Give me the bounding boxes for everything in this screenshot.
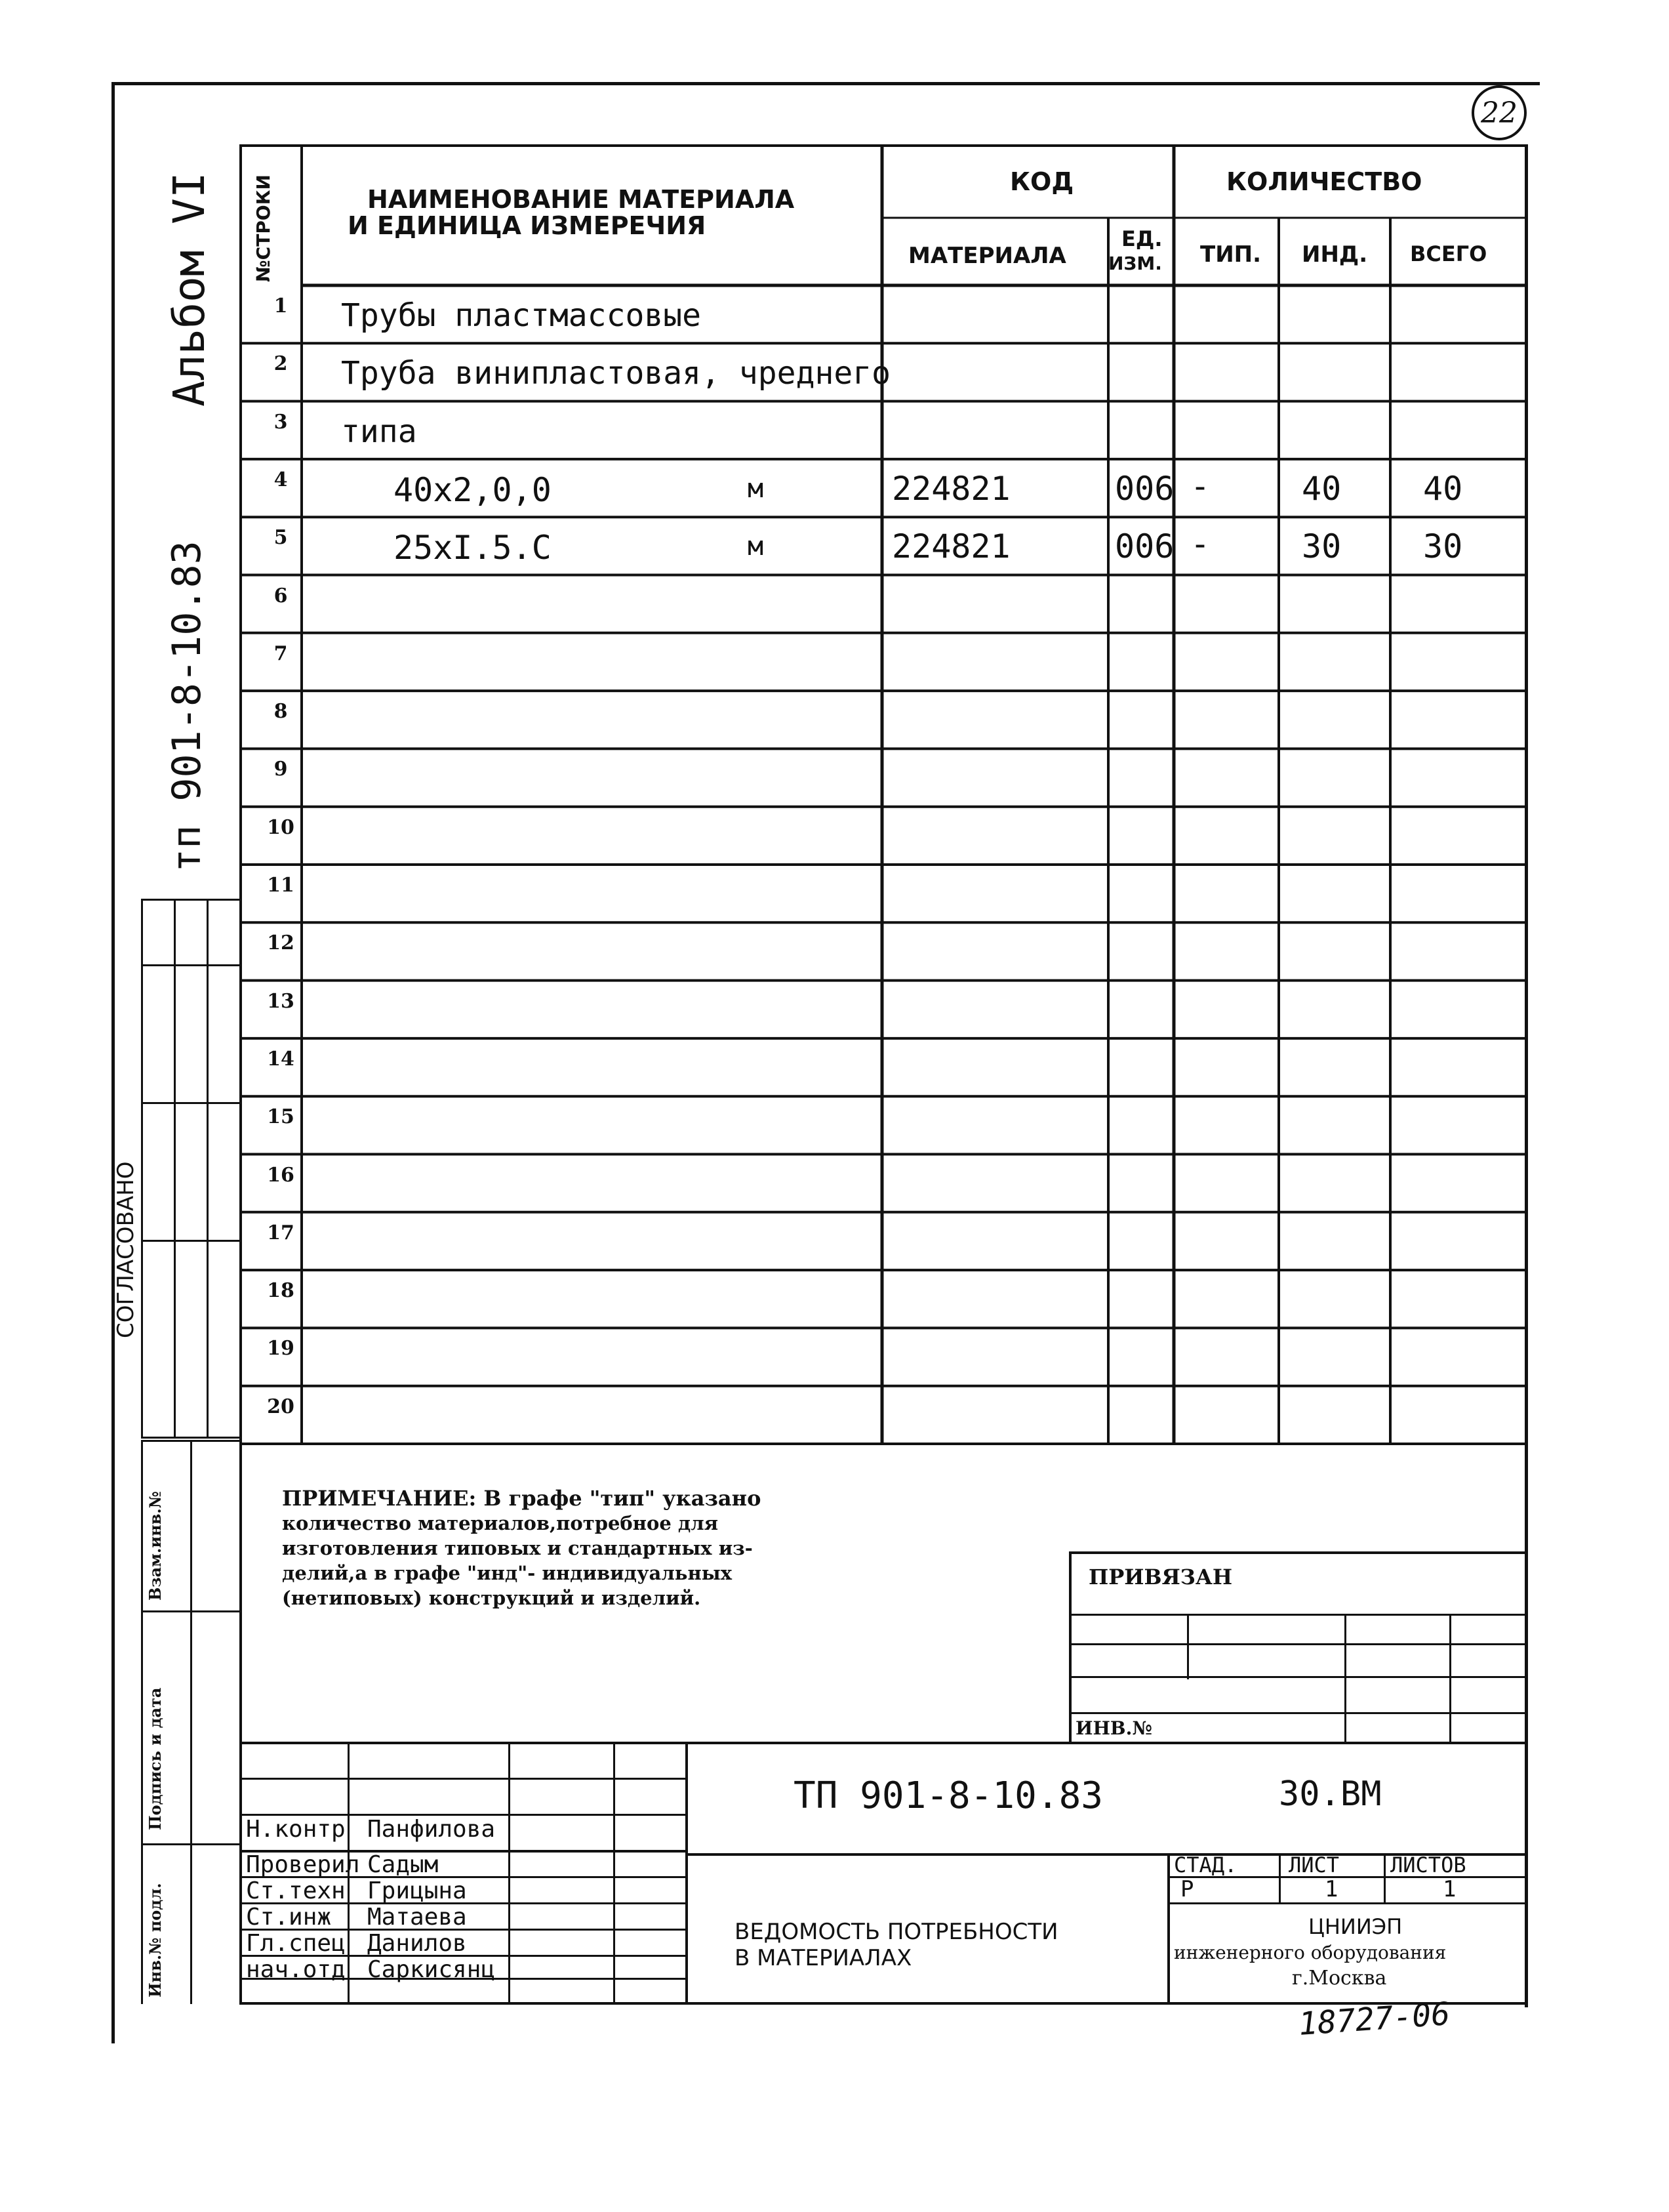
sheet-label: ЛИСТ	[1289, 1853, 1340, 1877]
row-number: 8	[273, 700, 288, 724]
material-name: Трубы пластмассовые	[341, 297, 702, 334]
material-name: типа	[341, 413, 417, 450]
album-label: Альбом VI	[164, 172, 214, 407]
side-project-code: тп 901-8-10.83	[164, 541, 210, 872]
unit-code: 006	[1115, 469, 1175, 508]
header-material-code: МАТЕРИАЛА	[908, 243, 1066, 269]
binding-v1	[1187, 1614, 1189, 1679]
title-block-stage-v1	[1279, 1853, 1281, 1904]
signer-name: Данилов	[367, 1930, 467, 1957]
signer-role: Проверил	[246, 1851, 360, 1878]
binding-v3	[1449, 1614, 1451, 1742]
note-line: ПРИМЕЧАНИЕ: В графе "тип" указано	[282, 1486, 761, 1511]
signer-role: Н.контр	[246, 1816, 346, 1843]
unit-symbol: м	[748, 531, 764, 562]
header-row-number: №СТРОКИ	[252, 174, 274, 282]
qty-total: 40	[1423, 469, 1463, 508]
binding-label: ПРИВЯЗАН	[1089, 1565, 1233, 1589]
header-unit-line2: ИЗМ.	[1108, 253, 1162, 274]
sign-date-label: Подпись и дата	[146, 1687, 165, 1830]
note-line: количество материалов,потребное для	[282, 1512, 719, 1534]
header-code: КОД	[1010, 167, 1074, 196]
row-number: 14	[267, 1047, 294, 1071]
row-number: 12	[267, 932, 294, 955]
signer-role: Гл.спец	[246, 1930, 346, 1957]
organization-line3: г.Москва	[1292, 1967, 1387, 1990]
qty-typ: -	[1190, 525, 1211, 563]
material-code: 224821	[892, 469, 1011, 508]
header-ind: ИНД.	[1302, 241, 1368, 268]
binding-top	[1069, 1551, 1526, 1554]
stage-value: Р	[1180, 1876, 1194, 1902]
row-number: 4	[273, 468, 288, 491]
header-total: ВСЕГО	[1410, 241, 1487, 266]
signers-h0	[239, 1778, 685, 1780]
qty-ind: 30	[1302, 527, 1342, 566]
row-number: 6	[273, 584, 288, 607]
header-quantity: КОЛИЧЕСТВО	[1226, 167, 1422, 196]
note-line: (нетиповых) конструкций и изделий.	[282, 1587, 701, 1609]
row-number: 1	[273, 295, 288, 317]
signer-name: Панфилова	[367, 1816, 496, 1843]
sheets-value: 1	[1443, 1876, 1457, 1902]
document-code: ТП 901-8-10.83	[794, 1774, 1104, 1817]
signer-role: Ст.инж	[246, 1904, 332, 1931]
row-number: 3	[273, 410, 288, 434]
binding-h2	[1069, 1643, 1526, 1645]
row-number: 18	[267, 1279, 294, 1303]
row-number: 9	[273, 758, 288, 781]
document-title-line2: В МАТЕРИАЛАХ	[734, 1945, 912, 1971]
binding-v2	[1344, 1614, 1346, 1742]
header-unit-line1: ЕД.	[1121, 226, 1163, 251]
title-block-divider	[685, 1742, 688, 2004]
row-number: 7	[273, 642, 288, 665]
agreed-label: СОГЛАСОВАНО	[113, 1161, 139, 1338]
note-line: делий,а в графе "инд"- индивидуальных	[282, 1562, 733, 1584]
row-number: 20	[267, 1395, 294, 1418]
header-material-name-line2: И ЕДИНИЦА ИЗМЕРЕЧИЯ	[348, 211, 706, 240]
sheets-label: ЛИСТОВ	[1390, 1853, 1466, 1877]
row-number: 19	[267, 1337, 294, 1361]
unit-code: 006	[1115, 527, 1175, 566]
organization-line1: ЦНИИЭП	[1308, 1914, 1403, 1939]
signer-name: Матаева	[367, 1904, 467, 1931]
title-block-stage-v2	[1384, 1853, 1386, 1904]
row-number: 13	[267, 989, 294, 1013]
note-line: изготовления типовых и стандартных из-	[282, 1537, 753, 1559]
qty-ind: 40	[1302, 469, 1342, 508]
row-number: 10	[267, 815, 294, 839]
row-number: 5	[273, 526, 288, 550]
material-name: 25xI.5.C	[393, 529, 552, 567]
material-name: 40x2,0,0	[393, 470, 552, 509]
header-typ: ТИП.	[1200, 241, 1262, 268]
signer-name: Грицына	[367, 1877, 467, 1904]
binding-h4	[1069, 1712, 1526, 1714]
row-number: 2	[273, 352, 288, 376]
binding-h1	[1069, 1614, 1526, 1616]
qty-total: 30	[1423, 527, 1463, 566]
document-title-line1: ВЕДОМОСТЬ ПОТРЕБНОСТИ	[734, 1919, 1058, 1945]
row-number: 17	[267, 1221, 294, 1244]
signer-name: Саркисянц	[367, 1956, 496, 1983]
row-number: 11	[267, 874, 294, 897]
binding-inv-label: ИНВ.№	[1076, 1717, 1152, 1739]
note-text	[282, 1486, 1069, 1610]
organization-line2: инженерного оборудования	[1174, 1942, 1447, 1963]
row-number: 15	[267, 1105, 294, 1129]
qty-typ: -	[1190, 466, 1211, 505]
material-name: Труба винипластовая, чреднего	[341, 355, 891, 392]
material-code: 224821	[892, 527, 1011, 566]
binding-h3	[1069, 1676, 1526, 1678]
stage-label: СТАД.	[1174, 1853, 1237, 1877]
title-block-top	[239, 1742, 1526, 1744]
sheet-value: 1	[1325, 1876, 1338, 1902]
page-number: 22	[1481, 96, 1518, 130]
signer-role: нач.отд	[246, 1956, 346, 1983]
signer-role: Ст.техн	[246, 1877, 346, 1904]
row-number: 16	[267, 1163, 294, 1187]
inv-podl-label: Инв.№ подл.	[146, 1883, 165, 1997]
header-material-name-line1: НАИМЕНОВАНИЕ МАТЕРИАЛА	[367, 185, 795, 214]
unit-symbol: м	[748, 473, 764, 504]
vzam-inv-label: Взам.инв.№	[146, 1491, 165, 1601]
signer-name: Садым	[367, 1851, 439, 1878]
title-block-stage-h2	[1167, 1902, 1526, 1904]
sheet-mark: 30.ВМ	[1279, 1774, 1382, 1814]
signers-v3	[613, 1742, 615, 2004]
archive-number: 18727-06	[1297, 1996, 1451, 2043]
signers-v2	[508, 1742, 510, 2004]
